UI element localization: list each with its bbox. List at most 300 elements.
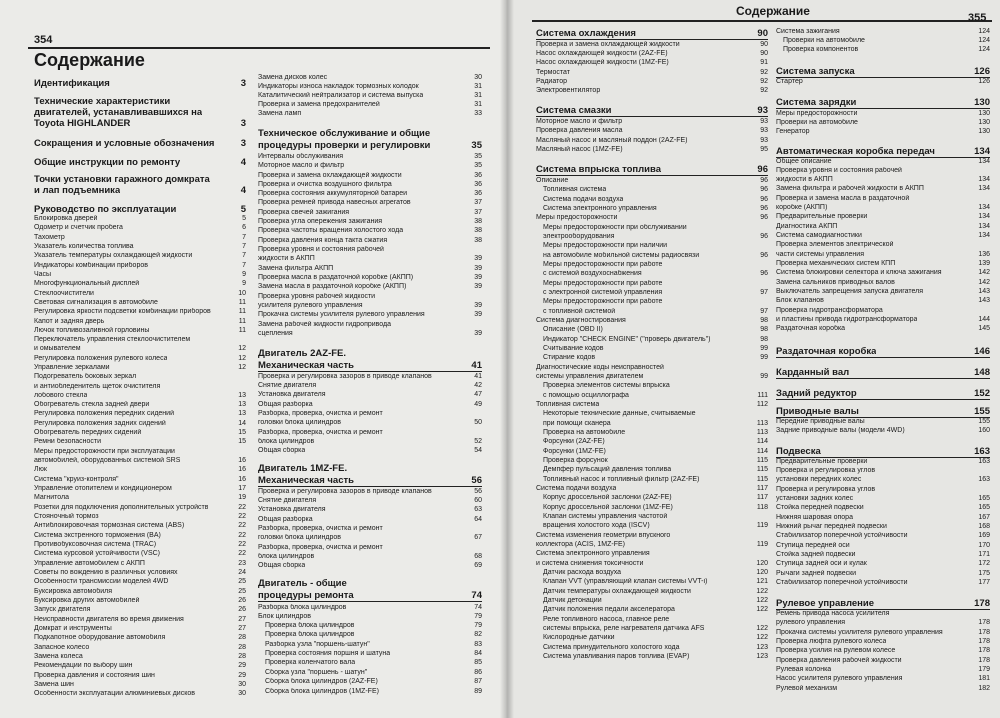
toc-entry-title: системы управления двигателем bbox=[536, 373, 644, 380]
toc-entry bbox=[776, 297, 990, 305]
toc-entry-page: 6 bbox=[242, 224, 246, 231]
toc-entry-title: Датчик расхода воздуха bbox=[543, 569, 622, 576]
toc-section-heading bbox=[258, 128, 482, 139]
toc-entry bbox=[776, 495, 990, 503]
toc-entry-title: Система подачи воздуха bbox=[543, 196, 624, 203]
toc-entry-title: Буксировка автомобиля bbox=[34, 588, 113, 595]
toc-entry-page: 163 bbox=[978, 476, 990, 483]
toc-entry-page: 120 bbox=[756, 569, 768, 576]
toc-entry bbox=[258, 382, 482, 390]
toc-entry bbox=[258, 283, 482, 291]
toc-entry-title: Передние приводные валы bbox=[776, 418, 865, 425]
toc-entry bbox=[536, 270, 768, 278]
toc-entry bbox=[776, 619, 990, 627]
toc-entry bbox=[536, 345, 768, 353]
toc-entry bbox=[536, 69, 768, 77]
toc-entry-title: Прокачка системы усилителя рулевого управления bbox=[258, 311, 425, 318]
toc-entry bbox=[34, 634, 246, 642]
toc-entry-page: 35 bbox=[474, 162, 482, 169]
toc-entry bbox=[536, 326, 768, 334]
toc-entry-page: 113 bbox=[756, 420, 768, 427]
toc-entry bbox=[536, 485, 768, 493]
toc-entry-title: Проверка частоты вращения холостого хода bbox=[258, 227, 404, 234]
toc-entry-page: 115 bbox=[756, 457, 768, 464]
toc-entry-title: Раздаточная коробка bbox=[776, 346, 877, 357]
toc-entry-title: на автомобиле мобильной системы радиосвязи bbox=[543, 252, 700, 259]
toc-entry-title: жидкости в АКПП bbox=[776, 176, 833, 183]
toc-entry-title: Интервалы обслуживания bbox=[258, 153, 344, 160]
toc-entry-page: 124 bbox=[978, 28, 990, 35]
toc-entry-page: 7 bbox=[242, 262, 246, 269]
toc-entry-title: и система снижения токсичности bbox=[536, 560, 644, 567]
toc-entry bbox=[776, 458, 990, 466]
toc-entry-page: 28 bbox=[238, 634, 246, 641]
toc-entry-page: 26 bbox=[238, 597, 246, 604]
toc-entry-page: 99 bbox=[760, 345, 768, 352]
toc-section-heading bbox=[776, 598, 990, 610]
toc-entry-page: 130 bbox=[974, 97, 990, 108]
toc-entry-title: Особенности трансмиссии моделей 4WD bbox=[34, 578, 169, 585]
toc-entry bbox=[34, 560, 246, 568]
toc-entry-title: Указатель количества топлива bbox=[34, 243, 134, 250]
toc-entry bbox=[258, 544, 482, 552]
toc-entry bbox=[34, 597, 246, 605]
toc-entry-page: 114 bbox=[756, 448, 768, 455]
toc-entry-title: процедуры проверки и регулировки bbox=[258, 140, 431, 151]
toc-entry-page: 28 bbox=[238, 644, 246, 651]
toc-entry-page: 178 bbox=[974, 598, 990, 609]
toc-entry-title: Проверка блока цилиндров bbox=[265, 631, 355, 638]
toc-entry bbox=[34, 364, 246, 372]
toc-entry-title: Проверка элементов системы впрыска bbox=[543, 382, 670, 389]
toc-entry bbox=[536, 252, 768, 260]
toc-section-heading bbox=[34, 204, 246, 215]
toc-entry bbox=[258, 246, 482, 254]
toc-entry-page: 15 bbox=[238, 429, 246, 436]
toc-entry-title: Розетки для подключения дополнительных устройств bbox=[34, 504, 209, 511]
toc-entry-title: Форсунки (2AZ-FE) bbox=[543, 438, 605, 445]
toc-entry-page: 83 bbox=[474, 641, 482, 648]
toc-entry-title: Проверка и замена масла в раздаточной bbox=[776, 195, 910, 202]
toc-entry-page: 12 bbox=[238, 355, 246, 362]
toc-entry-title: Меры предосторожности при работе bbox=[543, 298, 663, 305]
toc-entry bbox=[34, 550, 246, 558]
toc-entry bbox=[536, 410, 768, 418]
toc-section-heading bbox=[536, 105, 768, 117]
toc-entry-page: 93 bbox=[757, 105, 768, 116]
toc-entry-page: 22 bbox=[238, 541, 246, 548]
toc-entry-title: Проверка угла опережения зажигания bbox=[258, 218, 383, 225]
toc-entry-page: 36 bbox=[474, 190, 482, 197]
toc-entry-title: Система зарядки bbox=[776, 97, 857, 108]
toc-entry-title: Меры предосторожности при работе bbox=[543, 280, 663, 287]
toc-entry bbox=[258, 330, 482, 338]
toc-entry-title: Проверка масла в раздаточной коробке (АКПП) bbox=[258, 274, 414, 281]
toc-entry bbox=[34, 681, 246, 689]
toc-entry-page: 74 bbox=[471, 590, 482, 601]
toc-entry bbox=[34, 606, 246, 614]
toc-section-heading bbox=[536, 28, 768, 40]
toc-entry-page: 67 bbox=[474, 534, 482, 541]
toc-entry-page: 86 bbox=[474, 669, 482, 676]
toc-entry-page: 97 bbox=[760, 289, 768, 296]
toc-entry-title: Масляный насос и масляный поддон (2AZ-FE) bbox=[536, 137, 688, 144]
toc-entry-page: 177 bbox=[978, 579, 990, 586]
toc-entry-page: 93 bbox=[760, 118, 768, 125]
toc-entry-title: Общее описание bbox=[776, 158, 832, 165]
toc-entry-page: 91 bbox=[760, 59, 768, 66]
right-page-header: Содержание bbox=[736, 4, 810, 18]
toc-entry bbox=[34, 308, 246, 316]
toc-entry bbox=[258, 410, 482, 418]
toc-entry bbox=[776, 657, 990, 665]
toc-entry-page: 167 bbox=[978, 514, 990, 521]
toc-entry-page: 38 bbox=[474, 227, 482, 234]
toc-entry bbox=[776, 666, 990, 674]
toc-entry-title: Система диагностирования bbox=[536, 317, 626, 324]
toc-entry-page: 31 bbox=[474, 101, 482, 108]
toc-entry-page: 117 bbox=[756, 494, 768, 501]
toc-entry-title: Подкапотное оборудование автомобиля bbox=[34, 634, 166, 641]
toc-entry bbox=[776, 260, 990, 268]
toc-entry-title: Toyota HIGHLANDER bbox=[34, 118, 131, 129]
toc-entry-page: 30 bbox=[238, 681, 246, 688]
toc-entry-title: Проверка уровня рабочей жидкости bbox=[258, 293, 376, 300]
toc-entry-page: 5 bbox=[240, 204, 246, 215]
toc-entry-title: Замена масла в раздаточной коробке (АКПП) bbox=[258, 283, 407, 290]
toc-entry bbox=[776, 269, 990, 277]
toc-entry bbox=[536, 541, 768, 549]
toc-entry bbox=[258, 218, 482, 226]
toc-entry bbox=[258, 153, 482, 161]
toc-entry-title: Проверка на автомобиле bbox=[543, 429, 626, 436]
toc-entry-page: 117 bbox=[756, 485, 768, 492]
toc-entry-page: 37 bbox=[474, 199, 482, 206]
toc-entry-page: 85 bbox=[474, 659, 482, 666]
toc-entry bbox=[34, 625, 246, 633]
toc-entry-page: 115 bbox=[756, 466, 768, 473]
toc-entry-title: Меры предосторожности bbox=[776, 110, 858, 117]
toc-entry-page: 52 bbox=[474, 438, 482, 445]
toc-entry-page: 37 bbox=[474, 209, 482, 216]
toc-entry-page: 16 bbox=[238, 457, 246, 464]
toc-entry-title: при помощи сканера bbox=[543, 420, 611, 427]
toc-entry-page: 97 bbox=[760, 308, 768, 315]
toc-entry-title: Проверки на автомобиле bbox=[776, 119, 858, 126]
toc-entry-title: Общая разборка bbox=[258, 516, 313, 523]
toc-entry bbox=[776, 307, 990, 315]
toc-entry-page: 69 bbox=[474, 562, 482, 569]
toc-entry-page: 123 bbox=[756, 653, 768, 660]
toc-entry-title: Корпус дроссельной заслонки (1MZ-FE) bbox=[543, 504, 673, 511]
toc-section-heading bbox=[258, 578, 482, 589]
toc-entry bbox=[776, 647, 990, 655]
toc-entry-page: 169 bbox=[978, 532, 990, 539]
toc-entry-title: Одометр и счетчик пробега bbox=[34, 224, 123, 231]
toc-entry-title: Электровентилятор bbox=[536, 87, 601, 94]
toc-entry bbox=[536, 354, 768, 362]
toc-entry-page: 9 bbox=[242, 271, 246, 278]
toc-entry-page: 134 bbox=[978, 223, 990, 230]
toc-entry bbox=[776, 610, 990, 618]
toc-entry-title: установки задних колес bbox=[776, 495, 854, 502]
toc-entry-page: 96 bbox=[760, 186, 768, 193]
toc-entry-title: Проверка давления конца такта сжатия bbox=[258, 237, 388, 244]
toc-entry bbox=[34, 476, 246, 484]
toc-entry-title: Замена ламп bbox=[258, 110, 302, 117]
toc-entry-page: 41 bbox=[471, 360, 482, 371]
toc-entry-title: Запасное колесо bbox=[34, 644, 90, 651]
toc-entry bbox=[258, 659, 482, 667]
toc-entry bbox=[536, 438, 768, 446]
toc-entry-title: Точки установки гаражного домкрата bbox=[34, 174, 210, 185]
toc-entry bbox=[258, 419, 482, 427]
toc-entry-page: 42 bbox=[474, 382, 482, 389]
toc-section-heading bbox=[258, 348, 482, 359]
toc-entry-title: Световая сигнализация в автомобиле bbox=[34, 299, 158, 306]
right-page bbox=[506, 0, 1000, 718]
toc-entry-page: 122 bbox=[756, 606, 768, 613]
toc-entry-title: Выключатель запрещения запуска двигателя bbox=[776, 288, 924, 295]
toc-entry bbox=[536, 214, 768, 222]
toc-entry-page: 4 bbox=[240, 157, 246, 168]
toc-entry bbox=[258, 604, 482, 612]
toc-entry bbox=[536, 634, 768, 642]
toc-entry-title: Рулевое управление bbox=[776, 598, 875, 609]
toc-entry-page: 25 bbox=[238, 588, 246, 595]
toc-entry-page: 168 bbox=[978, 523, 990, 530]
toc-entry bbox=[34, 234, 246, 242]
toc-entry-title: Форсунки (1MZ-FE) bbox=[543, 448, 606, 455]
toc-entry-page: 122 bbox=[756, 634, 768, 641]
toc-entry-title: Рекомендации по выбору шин bbox=[34, 662, 133, 669]
toc-section-heading bbox=[34, 138, 246, 149]
toc-entry-page: 39 bbox=[474, 255, 482, 262]
toc-entry-page: 113 bbox=[756, 429, 768, 436]
toc-section-heading bbox=[258, 463, 482, 474]
toc-entry bbox=[776, 110, 990, 118]
toc-entry bbox=[34, 318, 246, 326]
toc-entry bbox=[258, 293, 482, 301]
toc-entry-title: Проверка и замена охлаждающей жидкости bbox=[536, 41, 680, 48]
toc-entry-title: Система подачи воздуха bbox=[536, 485, 617, 492]
toc-entry-title: Меры предосторожности при наличии bbox=[543, 242, 668, 249]
toc-entry-page: 165 bbox=[978, 495, 990, 502]
toc-entry-title: Система принудительного холостого хода bbox=[543, 644, 680, 651]
toc-entry-title: Многофункциональный дисплей bbox=[34, 280, 140, 287]
left-page-number: 354 bbox=[34, 34, 53, 46]
toc-entry-title: Сборка блока цилиндров (2AZ-FE) bbox=[265, 678, 378, 685]
toc-entry-title: Клапан VVT (управляющий клапан системы VVT-i) bbox=[543, 578, 708, 585]
toc-entry-title: Проверка и замена предохранителей bbox=[258, 101, 380, 108]
toc-section-heading bbox=[34, 118, 246, 129]
toc-entry bbox=[776, 167, 990, 175]
toc-entry-title: Индикатор "CHECK ENGINE" ("проверь двигатель") bbox=[543, 336, 711, 343]
toc-entry-title: Блокировка дверей bbox=[34, 215, 98, 222]
right-page-number: 355 bbox=[968, 12, 987, 24]
toc-entry-title: Запуск двигателя bbox=[34, 606, 91, 613]
toc-entry-page: 96 bbox=[760, 233, 768, 240]
toc-entry-title: Проверка элементов электрической bbox=[776, 241, 894, 248]
toc-entry-page: 11 bbox=[238, 299, 246, 306]
toc-entry-page: 134 bbox=[978, 232, 990, 239]
toc-entry-page: 7 bbox=[242, 234, 246, 241]
toc-entry-title: Проверка и регулировка зазоров в приводе клапанов bbox=[258, 488, 432, 495]
toc-entry bbox=[258, 199, 482, 207]
toc-entry-page: 98 bbox=[760, 336, 768, 343]
toc-entry-page: 119 bbox=[756, 522, 768, 529]
toc-entry-page: 134 bbox=[978, 213, 990, 220]
toc-entry-title: Система самодиагностики bbox=[776, 232, 862, 239]
toc-entry-title: Предварительные проверки bbox=[776, 213, 868, 220]
toc-entry-title: Общие инструкции по ремонту bbox=[34, 157, 181, 168]
toc-entry-page: 96 bbox=[760, 177, 768, 184]
toc-entry-page: 96 bbox=[760, 270, 768, 277]
toc-entry-page: 22 bbox=[238, 513, 246, 520]
toc-entry-title: Стартер bbox=[776, 78, 803, 85]
toc-entry bbox=[776, 514, 990, 522]
toc-entry-title: Замена фильтра АКПП bbox=[258, 265, 334, 272]
toc-entry-title: Общая разборка bbox=[258, 401, 313, 408]
toc-entry-title: Замена дисков колес bbox=[258, 74, 328, 81]
toc-section-heading bbox=[776, 406, 990, 418]
toc-entry-page: 145 bbox=[978, 325, 990, 332]
toc-entry-title: Подвеска bbox=[776, 446, 821, 457]
toc-entry bbox=[258, 613, 482, 621]
toc-entry-page: 14 bbox=[238, 420, 246, 427]
toc-entry-title: Меры предосторожности при обслуживании bbox=[543, 224, 687, 231]
toc-entry-title: Замена колеса bbox=[34, 653, 83, 660]
toc-entry bbox=[776, 195, 990, 203]
toc-entry-title: Проверка состояния аккумуляторной батареи bbox=[258, 190, 408, 197]
toc-entry-title: Указатель температуры охлаждающей жидкости bbox=[34, 252, 193, 259]
toc-entry bbox=[258, 688, 482, 696]
toc-entry bbox=[34, 672, 246, 680]
toc-entry bbox=[776, 560, 990, 568]
toc-entry-title: Проверка уровня и состояния рабочей bbox=[258, 246, 384, 253]
toc-entry bbox=[776, 78, 990, 86]
toc-entry-page: 163 bbox=[974, 446, 990, 457]
toc-entry-page: 122 bbox=[756, 625, 768, 632]
toc-entry-page: 39 bbox=[474, 265, 482, 272]
toc-entry bbox=[34, 438, 246, 446]
toc-entry-title: Разборка, проверка, очистка и ремонт bbox=[258, 429, 383, 436]
toc-entry bbox=[258, 516, 482, 524]
toc-entry bbox=[776, 476, 990, 484]
toc-entry-title: Стабилизатор поперечной устойчивости bbox=[776, 532, 908, 539]
toc-entry-page: 13 bbox=[238, 401, 246, 408]
toc-entry bbox=[776, 638, 990, 646]
toc-entry-page: 178 bbox=[978, 619, 990, 626]
toc-entry-page: 11 bbox=[238, 308, 246, 315]
toc-entry-page: 155 bbox=[974, 406, 990, 417]
toc-entry bbox=[776, 467, 990, 475]
toc-entry-title: Проверка коленчатого вала bbox=[265, 659, 356, 666]
toc-entry bbox=[34, 280, 246, 288]
toc-entry-page: 96 bbox=[757, 164, 768, 175]
toc-entry bbox=[776, 204, 990, 212]
toc-entry-page: 170 bbox=[978, 542, 990, 549]
toc-entry-page: 178 bbox=[978, 647, 990, 654]
toc-entry bbox=[776, 570, 990, 578]
toc-entry-page: 12 bbox=[238, 364, 246, 371]
toc-entry-title: Снятие двигателя bbox=[258, 382, 317, 389]
toc-entry-title: Двигатель - общие bbox=[258, 578, 347, 589]
toc-entry-page: 92 bbox=[760, 78, 768, 85]
toc-entry-title: Регулировка положения рулевого колеса bbox=[34, 355, 168, 362]
toc-entry-title: Каталитический нейтрализатор и система выпуска bbox=[258, 92, 424, 99]
toc-entry-title: Разборка узла "поршень-шатун" bbox=[265, 641, 370, 648]
toc-entry bbox=[34, 485, 246, 493]
toc-entry-title: Регулировка положения передних сидений bbox=[34, 410, 174, 417]
toc-entry-title: Меры предосторожности при эксплуатации bbox=[34, 448, 175, 455]
toc-entry bbox=[34, 383, 246, 391]
toc-entry-page: 96 bbox=[760, 205, 768, 212]
toc-entry bbox=[536, 532, 768, 540]
toc-entry-page: 122 bbox=[756, 588, 768, 595]
toc-entry-title: Проверка давления и состояния шин bbox=[34, 672, 155, 679]
toc-entry bbox=[34, 215, 246, 223]
toc-entry bbox=[34, 466, 246, 474]
toc-entry bbox=[34, 532, 246, 540]
toc-section-heading bbox=[34, 96, 246, 107]
toc-entry bbox=[34, 299, 246, 307]
toc-entry bbox=[536, 644, 768, 652]
toc-entry-page: 114 bbox=[756, 438, 768, 445]
toc-entry bbox=[776, 427, 990, 435]
toc-entry-title: Система смазки bbox=[536, 105, 612, 116]
toc-entry-title: Прокачка системы усилителя рулевого управления bbox=[776, 629, 943, 636]
toc-entry bbox=[258, 92, 482, 100]
toc-section-heading bbox=[258, 590, 482, 602]
toc-entry bbox=[776, 119, 990, 127]
toc-entry bbox=[34, 336, 246, 344]
toc-entry-title: Проверка свечей зажигания bbox=[258, 209, 350, 216]
toc-entry-title: Переключатель управления стеклоочистителем bbox=[34, 336, 191, 343]
toc-entry-title: Кислородные датчики bbox=[543, 634, 615, 641]
toc-entry-page: 39 bbox=[474, 311, 482, 318]
toc-entry-title: коллектора (ACIS, 1MZ-FE) bbox=[536, 541, 626, 548]
toc-entry bbox=[536, 448, 768, 456]
toc-entry bbox=[536, 597, 768, 605]
toc-entry-page: 124 bbox=[978, 37, 990, 44]
toc-entry bbox=[536, 550, 768, 558]
toc-entry-title: автомобилей, оборудованных системой SRS bbox=[34, 457, 181, 464]
toc-entry bbox=[258, 181, 482, 189]
toc-entry-page: 56 bbox=[471, 475, 482, 486]
toc-entry-title: Снятие двигателя bbox=[258, 497, 317, 504]
toc-entry-title: Сокращения и условные обозначения bbox=[34, 138, 215, 149]
toc-entry-page: 7 bbox=[242, 252, 246, 259]
toc-entry-title: Управление зеркалами bbox=[34, 364, 110, 371]
toc-entry-title: с электронной системой управления bbox=[543, 289, 663, 296]
toc-entry-title: Руководство по эксплуатации bbox=[34, 204, 177, 215]
toc-entry bbox=[34, 644, 246, 652]
toc-entry-title: Проверка уровня и состояния рабочей bbox=[776, 167, 902, 174]
toc-entry-title: Система запуска bbox=[776, 66, 855, 77]
toc-entry-title: Проверки на автомобиле bbox=[783, 37, 865, 44]
toc-entry-page: 22 bbox=[238, 522, 246, 529]
toc-entry-title: Замена фильтра и рабочей жидкости в АКПП bbox=[776, 185, 924, 192]
toc-entry bbox=[258, 506, 482, 514]
toc-entry-page: 130 bbox=[978, 119, 990, 126]
toc-entry-title: Нижний рычаг передней подвески bbox=[776, 523, 887, 530]
toc-entry-page: 92 bbox=[760, 69, 768, 76]
toc-entry bbox=[258, 438, 482, 446]
toc-entry bbox=[536, 401, 768, 409]
toc-entry-title: Неисправности двигателя во время движения bbox=[34, 616, 184, 623]
toc-entry-page: 4 bbox=[240, 185, 246, 196]
